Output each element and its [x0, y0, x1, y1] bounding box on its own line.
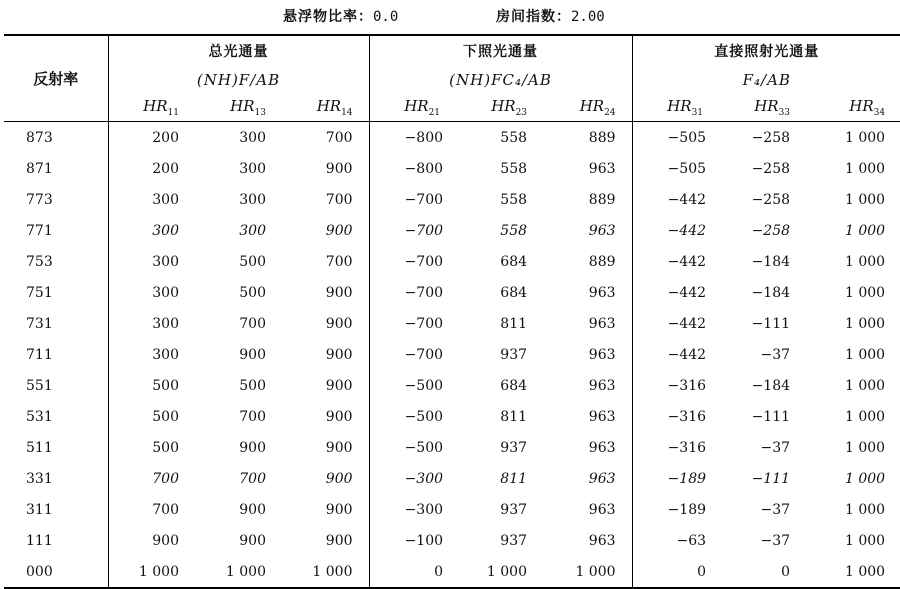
value-cell: 1 000	[108, 556, 195, 588]
column-header-hr33	[719, 94, 806, 122]
value-cell: −63	[632, 525, 719, 556]
column-header-base: HR	[316, 97, 342, 115]
value-cell: 0	[369, 556, 456, 588]
room-index-label: 房间指数：	[496, 9, 571, 25]
table-row	[4, 308, 900, 339]
reflectance-cell: 751	[26, 284, 53, 301]
value-cell: 963	[588, 315, 616, 332]
column-header-base: HR	[849, 97, 874, 115]
table-row	[4, 525, 900, 556]
group-formula-direct-flux: F₄/AB	[632, 66, 900, 94]
suspension-ratio-value: 0.0	[373, 9, 399, 25]
value-cell: 684	[500, 253, 528, 270]
value-cell: 963	[588, 439, 616, 456]
value-cell: 300	[239, 191, 266, 208]
value-cell: 900	[325, 377, 353, 394]
value-cell: 900	[239, 532, 266, 549]
value-cell: −700	[369, 339, 456, 370]
value-cell: 900	[325, 160, 353, 177]
value-cell: −189	[632, 494, 719, 525]
value-cell: 1 000	[844, 253, 886, 270]
table-body	[4, 122, 900, 589]
reflectance-cell: 711	[26, 346, 53, 363]
reflectance-cell: 000	[26, 563, 53, 580]
value-cell: 1 000	[844, 563, 886, 580]
value-cell: −258	[751, 129, 791, 146]
value-cell: −500	[369, 401, 456, 432]
value-cell: 300	[108, 277, 195, 308]
value-cell: 900	[325, 346, 353, 363]
value-cell: 0	[781, 563, 791, 580]
reflectance-cell: 873	[26, 129, 53, 146]
value-cell: −111	[751, 315, 791, 332]
value-cell: 900	[108, 525, 195, 556]
value-cell: 811	[500, 408, 528, 425]
value-cell: −37	[760, 346, 791, 363]
suspension-ratio-label: 悬浮物比率：	[283, 9, 373, 25]
value-cell: 900	[325, 222, 353, 239]
value-cell: −442	[632, 215, 719, 246]
value-cell: −700	[369, 277, 456, 308]
column-header-hr14	[282, 94, 369, 122]
group-title-direct-flux: 直接照射光通量	[632, 35, 900, 66]
value-cell: 300	[239, 222, 266, 239]
reflectance-cell: 731	[26, 315, 53, 332]
value-cell: 558	[500, 129, 528, 146]
value-cell: 889	[588, 253, 616, 270]
reflectance-cell: 111	[26, 532, 53, 549]
value-cell: 937	[500, 346, 528, 363]
value-cell: 963	[588, 222, 616, 239]
value-cell: 963	[588, 470, 616, 487]
value-cell: −505	[632, 122, 719, 154]
group-formula-total-flux: (NH)F/AB	[108, 66, 369, 94]
group-formula-downward-flux: (NH)FC₄/AB	[369, 66, 632, 94]
table-row	[4, 277, 900, 308]
room-index	[496, 6, 605, 26]
value-cell: 900	[325, 439, 353, 456]
value-cell: −442	[632, 184, 719, 215]
value-cell: 900	[239, 439, 266, 456]
column-header-hr21	[369, 94, 456, 122]
value-cell: 300	[108, 215, 195, 246]
value-cell: 937	[500, 532, 528, 549]
value-cell: 558	[500, 222, 528, 239]
value-cell: 900	[239, 501, 266, 518]
reflectance-cell: 531	[26, 408, 53, 425]
value-cell: 1 000	[844, 160, 886, 177]
value-cell: 963	[588, 346, 616, 363]
value-cell: −316	[632, 401, 719, 432]
table-row	[4, 215, 900, 246]
value-cell: −300	[369, 494, 456, 525]
column-header-subscript: 34	[873, 108, 886, 118]
column-subheaders	[4, 94, 900, 122]
value-cell: −800	[369, 122, 456, 154]
column-header-base: HR	[491, 97, 516, 115]
column-header-base: HR	[754, 97, 779, 115]
table-row	[4, 339, 900, 370]
value-cell: 700	[325, 191, 353, 208]
table-row	[4, 494, 900, 525]
value-cell: 811	[500, 315, 528, 332]
reflectance-cell: 871	[26, 160, 53, 177]
value-cell: 1 000	[486, 563, 528, 580]
reflectance-cell: 753	[26, 253, 53, 270]
value-cell: −700	[369, 308, 456, 339]
value-cell: 300	[108, 308, 195, 339]
value-cell: −184	[751, 377, 791, 394]
value-cell: 963	[588, 377, 616, 394]
value-cell: −184	[751, 284, 791, 301]
value-cell: 937	[500, 439, 528, 456]
table-row	[4, 370, 900, 401]
value-cell: 1 000	[844, 222, 886, 239]
column-header-base: HR	[579, 97, 605, 115]
table-row	[4, 463, 900, 494]
value-cell: 200	[108, 153, 195, 184]
column-header-subscript: 21	[428, 108, 441, 118]
value-cell: −100	[369, 525, 456, 556]
value-cell: 1 000	[844, 377, 886, 394]
value-cell: 558	[500, 191, 528, 208]
value-cell: −442	[632, 246, 719, 277]
value-cell: −300	[369, 463, 456, 494]
value-cell: 700	[239, 315, 266, 332]
table-row	[4, 184, 900, 215]
value-cell: −316	[632, 370, 719, 401]
value-cell: −111	[751, 408, 791, 425]
column-header-subscript: 33	[778, 108, 791, 118]
value-cell: 700	[325, 129, 353, 146]
value-cell: −800	[369, 153, 456, 184]
value-cell: −111	[751, 470, 791, 487]
value-cell: 963	[588, 501, 616, 518]
value-cell: −258	[751, 160, 791, 177]
reflectance-cell: 551	[26, 377, 53, 394]
value-cell: −37	[760, 532, 791, 549]
value-cell: 1 000	[844, 191, 886, 208]
value-cell: 558	[500, 160, 528, 177]
value-cell: 1 000	[844, 532, 886, 549]
value-cell: 500	[239, 377, 266, 394]
reflectance-header: 反射率	[4, 35, 108, 122]
value-cell: 300	[239, 129, 266, 146]
value-cell: 300	[108, 339, 195, 370]
table-row	[4, 432, 900, 463]
value-cell: 300	[108, 184, 195, 215]
column-header-subscript: 14	[341, 108, 353, 118]
column-header-hr13	[195, 94, 282, 122]
value-cell: −442	[632, 308, 719, 339]
value-cell: 937	[500, 501, 528, 518]
value-cell: −442	[632, 277, 719, 308]
value-cell: −189	[632, 463, 719, 494]
value-cell: 1 000	[312, 563, 353, 580]
value-cell: −316	[632, 432, 719, 463]
column-header-base: HR	[230, 97, 255, 115]
value-cell: −442	[632, 339, 719, 370]
value-cell: 963	[588, 160, 616, 177]
group-title-downward-flux: 下照光通量	[369, 35, 632, 66]
value-cell: 900	[325, 532, 353, 549]
column-header-subscript: 24	[604, 108, 616, 118]
value-cell: 1 000	[844, 315, 886, 332]
table-row	[4, 122, 900, 154]
value-cell: 1 000	[844, 346, 886, 363]
value-cell: −184	[751, 253, 791, 270]
value-cell: 700	[239, 470, 266, 487]
table-row	[4, 401, 900, 432]
value-cell: 811	[500, 470, 528, 487]
value-cell: 684	[500, 377, 528, 394]
column-header-hr11	[108, 94, 195, 122]
reflectance-cell: 771	[26, 222, 53, 239]
value-cell: 889	[588, 129, 616, 146]
value-cell: 684	[500, 284, 528, 301]
value-cell: 700	[108, 494, 195, 525]
room-index-value: 2.00	[571, 9, 605, 25]
reflectance-cell: 511	[26, 439, 53, 456]
column-header-base: HR	[404, 97, 429, 115]
value-cell: −500	[369, 370, 456, 401]
table-row	[4, 246, 900, 277]
value-cell: −258	[751, 222, 791, 239]
reflectance-cell: 311	[26, 501, 53, 518]
group-title-total-flux: 总光通量	[108, 35, 369, 66]
column-header-hr24	[543, 94, 632, 122]
value-cell: 900	[239, 346, 266, 363]
value-cell: −37	[760, 439, 791, 456]
value-cell: 700	[108, 463, 195, 494]
value-cell: 1 000	[844, 439, 886, 456]
value-cell: 1 000	[575, 563, 616, 580]
table-header	[4, 35, 900, 122]
value-cell: 700	[239, 408, 266, 425]
column-header-subscript: 31	[691, 108, 704, 118]
value-cell: 300	[108, 246, 195, 277]
value-cell: −258	[751, 191, 791, 208]
value-cell: 500	[108, 370, 195, 401]
value-cell: 1 000	[225, 563, 266, 580]
column-header-base: HR	[143, 97, 168, 115]
reflectance-cell: 773	[26, 191, 53, 208]
value-cell: 900	[325, 315, 353, 332]
value-cell: 963	[588, 284, 616, 301]
value-cell: 300	[239, 160, 266, 177]
column-header-hr23	[456, 94, 543, 122]
value-cell: 889	[588, 191, 616, 208]
value-cell: 1 000	[844, 501, 886, 518]
value-cell: 1 000	[844, 284, 886, 301]
value-cell: 900	[325, 501, 353, 518]
column-header-subscript: 13	[254, 108, 266, 118]
column-header-base: HR	[667, 97, 692, 115]
value-cell: 900	[325, 470, 353, 487]
table-row	[4, 153, 900, 184]
value-cell: 0	[632, 556, 719, 588]
value-cell: 500	[108, 432, 195, 463]
value-cell: 1 000	[844, 129, 886, 146]
value-cell: −37	[760, 501, 791, 518]
column-header-subscript: 11	[167, 108, 179, 118]
value-cell: 200	[108, 122, 195, 154]
value-cell: 700	[325, 253, 353, 270]
value-cell: −700	[369, 184, 456, 215]
table-caption	[0, 6, 900, 28]
value-cell: 500	[108, 401, 195, 432]
column-header-subscript: 23	[515, 108, 528, 118]
value-cell: 963	[588, 408, 616, 425]
column-header-hr34	[806, 94, 900, 122]
value-cell: −500	[369, 432, 456, 463]
value-cell: 500	[239, 284, 266, 301]
reflectance-cell: 331	[26, 470, 53, 487]
suspension-ratio	[283, 6, 398, 26]
value-cell: 1 000	[844, 408, 886, 425]
value-cell: 500	[239, 253, 266, 270]
value-cell: 900	[325, 408, 353, 425]
value-cell: −700	[369, 215, 456, 246]
value-cell: −505	[632, 153, 719, 184]
column-header-hr31	[632, 94, 719, 122]
reflectance-table	[4, 34, 900, 589]
value-cell: 900	[325, 284, 353, 301]
value-cell: 1 000	[844, 470, 886, 487]
value-cell: −700	[369, 246, 456, 277]
value-cell: 963	[588, 532, 616, 549]
table-row	[4, 556, 900, 588]
